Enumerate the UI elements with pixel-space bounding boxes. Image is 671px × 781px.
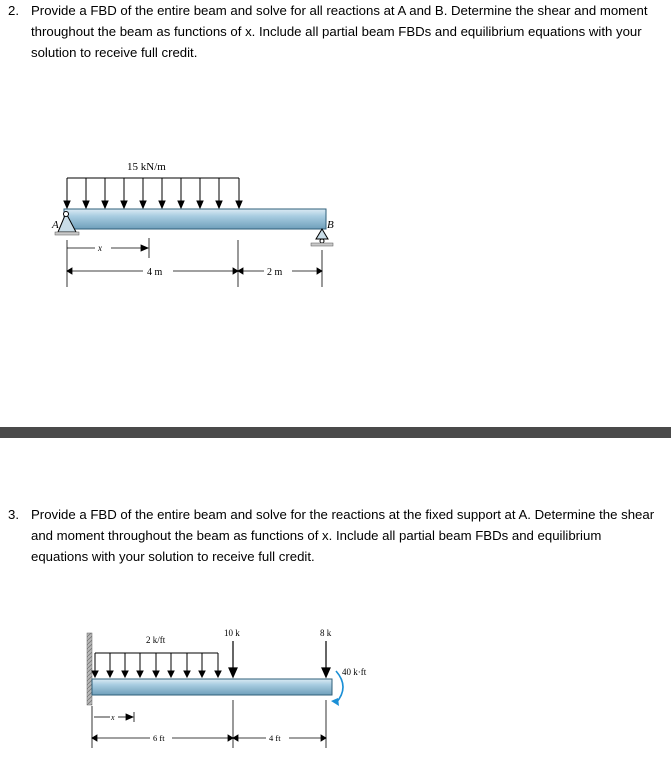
problem-3-number: 3. [8, 507, 19, 522]
x-coordinate-arrow [67, 238, 149, 258]
dimension-lines [92, 700, 326, 748]
problem-2-beam-figure [0, 155, 671, 295]
point-load-10k-arrow [229, 641, 237, 677]
x-label: x [111, 713, 115, 722]
roller-support-b [311, 229, 333, 246]
point-load-8k-label: 8 k [320, 628, 332, 638]
dimension-4ft: 4 ft [269, 733, 281, 743]
point-load-10k-label: 10 k [224, 628, 240, 638]
point-load-8k-arrow [322, 641, 330, 677]
beam [92, 679, 332, 695]
x-label: x [98, 243, 102, 253]
problem-2-text: Provide a FBD of the entire beam and solve for all reactions at A and B. Determine the shear and moment throughout the beam as functions of x. Include all partial beam FBDs and equilibrium equations with your solution to receive full credit. [31, 3, 648, 60]
distributed-load-arrows [92, 653, 221, 677]
support-b-label: B [327, 219, 334, 231]
dimension-6ft: 6 ft [153, 733, 165, 743]
problem-2 [8, 0, 658, 63]
problem-3 [8, 504, 658, 567]
dimension-lines [67, 240, 322, 287]
distributed-load-label: 2 k/ft [146, 635, 166, 645]
distributed-load-label: 15 kN/m [127, 161, 166, 173]
problem-3-beam-figure [0, 625, 671, 775]
beam [64, 209, 326, 229]
distributed-load-arrows [64, 178, 242, 208]
problem-3-text: Provide a FBD of the entire beam and solve for the reactions at the fixed support at A. Determine the shear and moment throughout the beam as functions of x. Include all partial beam FBDs and equilibrium equations with your solution to receive full credit. [31, 507, 655, 564]
dimension-2m: 2 m [267, 267, 283, 278]
problem-2-number: 2. [8, 3, 19, 18]
support-a-label: A [52, 219, 59, 231]
dimension-4m: 4 m [147, 267, 163, 278]
moment-label: 40 k·ft [342, 667, 367, 677]
fixed-wall-support [87, 633, 92, 705]
section-divider [0, 427, 671, 438]
